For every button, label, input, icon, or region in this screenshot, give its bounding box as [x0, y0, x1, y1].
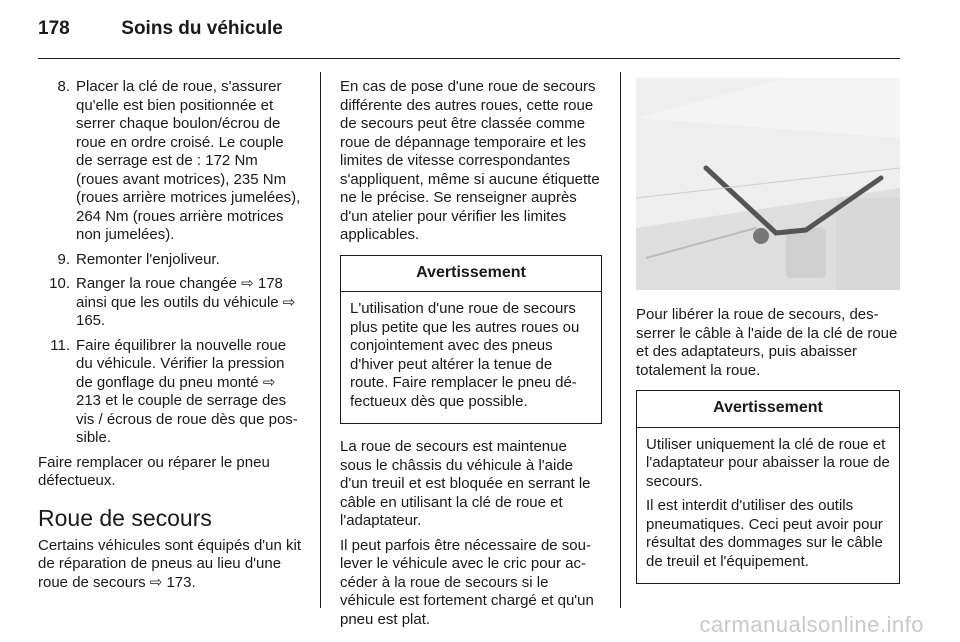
column-3 [636, 78, 900, 598]
page-number: 178 [38, 18, 70, 39]
column-1 [38, 78, 302, 598]
paragraph: Pour libérer la roue de secours, desserrer le câble à l'aide de la clé de roue et des adaptateurs, puis abaisser totalement la roue. [636, 306, 898, 379]
column-2 [340, 78, 602, 635]
list-item-text: Faire équilibrer la nouvelle roue du véhicule. Vérifier la pression de gonflage du pneu monté ⇨ 213 et le couple de serrage des vis / écrous de roue dès que possible. [76, 336, 298, 446]
warning-box [340, 255, 602, 425]
section-title: Soins du véhicule [121, 18, 283, 39]
spare-wheel-photo [636, 78, 900, 290]
column-divider-2 [620, 72, 621, 608]
list-item-text: Ranger la roue changée ⇨ 178 ainsi que les outils du véhicule ⇨ 165. [76, 275, 296, 329]
paragraph: La roue de secours est maintenue sous le châssis du véhicule à l'aide d'un treuil et est bloquée en serrant le câble en utilisant la clé de roue et l'adaptateur. [340, 438, 591, 529]
list-item-text: Placer la clé de roue, s'assurer qu'elle est bien positionnée et serrer chaque boulon/écrou de roue en ordre croisé. Le couple de serrage est de : 172 Nm (roues avant motrices), 235 Nm (roues arrière motrices jumelées), 264 Nm (roues arrière motrices non jumelées). [76, 78, 301, 243]
column-divider-1 [320, 72, 321, 608]
list-item-number: 8. [57, 78, 70, 95]
warning-text: L'utilisation d'une roue de secours plus petite que les autres roues ou conjointement avec des pneus d'hiver peut altérer la tenue de route. Faire remplacer le pneu défectueux dès que possible. [350, 300, 580, 410]
warning-box [636, 390, 900, 584]
warning-title: Avertissement [341, 256, 601, 293]
section-heading: Roue de secours [38, 504, 212, 531]
list-item [38, 337, 302, 448]
paragraph: En cas de pose d'une roue de secours différente des autres roues, cette roue de secours peut être classée comme roue de dépannage temporaire et les limites de vitesse correspondantes s'appliquent, même si aucune étiquette ne le précise. Se renseigner auprès d'un atelier pour vérifier les limites applicables. [340, 78, 600, 243]
paragraph: Faire remplacer ou réparer le pneu défectueux. [38, 453, 270, 489]
paragraph: Il peut parfois être nécessaire de soulever le véhicule avec le cric pour accéder à la roue de secours si le véhicule est fortement chargé et qu'un pneu est plat. [340, 536, 594, 628]
list-item [38, 275, 302, 331]
page-header [38, 18, 283, 40]
list-item [38, 251, 302, 270]
list-item-text: Remonter l'enjoliveur. [76, 250, 220, 268]
spare-wheel-illustration [636, 78, 900, 290]
header-rule [38, 58, 900, 59]
list-item [38, 78, 302, 245]
list-item-number: 11. [50, 336, 70, 354]
warning-text: Utiliser uniquement la clé de roue et l'adaptateur pour abaisser la roue de secours. [646, 435, 890, 490]
warning-text: Il est interdit d'utiliser des outils pneumatiques. Ceci peut avoir pour résultat des dommages sur le câble de treuil et l'équipement. [646, 497, 883, 570]
watermark: carmanualsonline.info [699, 612, 924, 637]
list-item-number: 10. [49, 275, 70, 292]
list-item-number: 9. [57, 250, 70, 268]
warning-title: Avertissement [637, 391, 899, 428]
paragraph: Certains véhicules sont équipés d'un kit de réparation de pneus au lieu d'une roue de secours ⇨ 173. [38, 536, 302, 591]
